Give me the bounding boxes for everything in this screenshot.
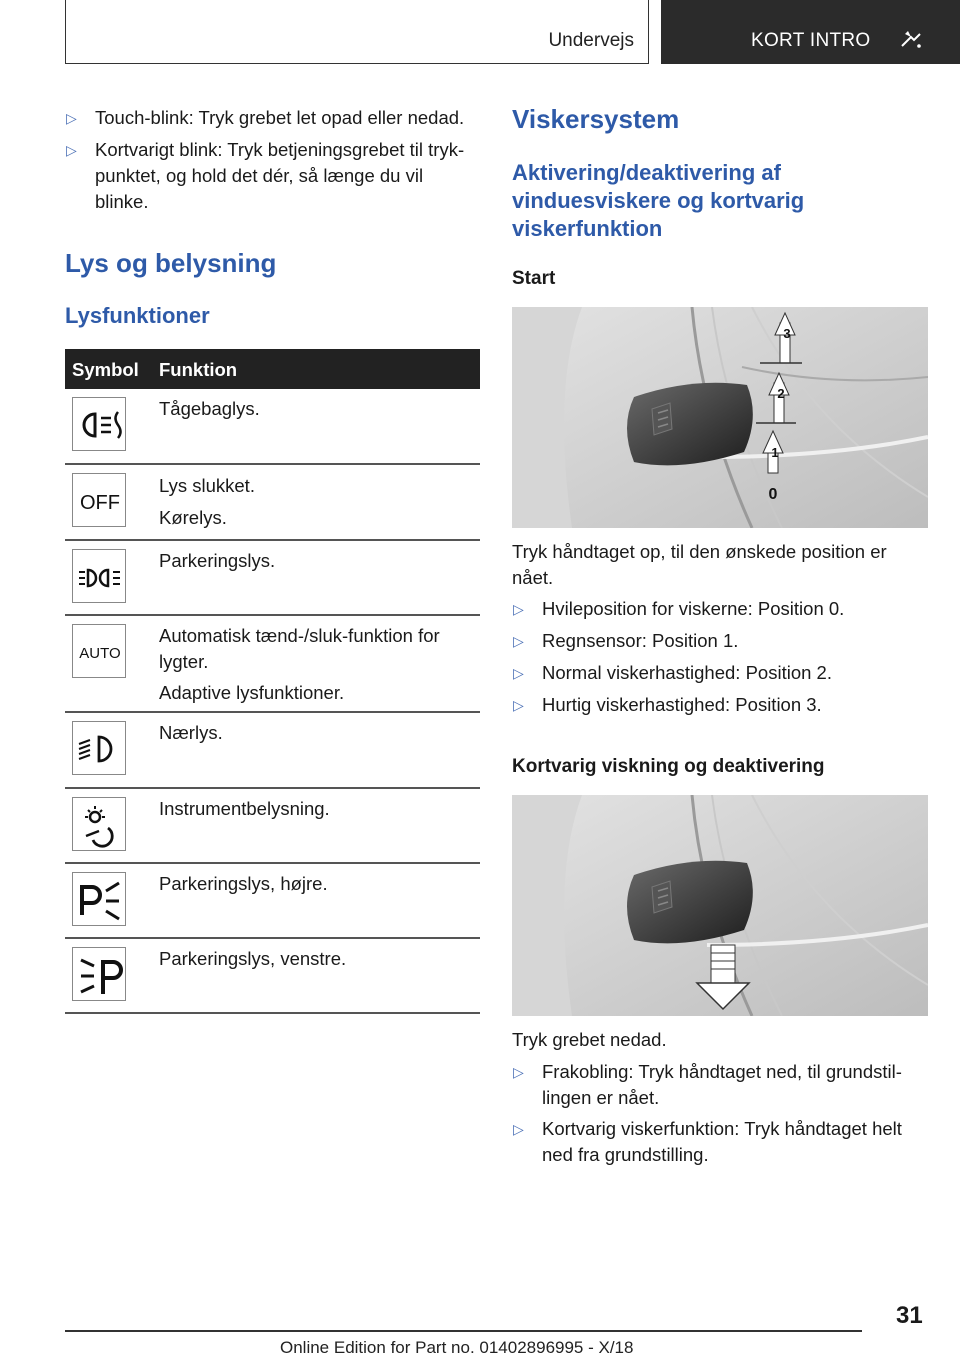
triangle-bullet-icon: ▷ — [513, 1064, 524, 1080]
paragraph: Tryk håndtaget op, til den ønskede position er nået. — [512, 541, 887, 588]
triangle-bullet-icon: ▷ — [513, 697, 524, 713]
table-header — [65, 349, 480, 389]
table-cell-function: Parkeringslys, højre. — [159, 873, 328, 894]
row-divider — [65, 862, 480, 864]
parking-light-left-icon — [72, 947, 126, 1001]
row-divider — [65, 937, 480, 939]
table-cell-function: Automatisk tænd-/sluk-funktion for lygter. — [159, 625, 440, 672]
triangle-bullet-icon: ▷ — [66, 110, 77, 126]
svg-text:1: 1 — [771, 445, 779, 460]
paragraph: Tryk grebet nedad. — [512, 1029, 667, 1050]
section-heading: Lys og belysning — [65, 248, 277, 278]
triangle-bullet-icon: ▷ — [513, 601, 524, 617]
wiper-lever-down-photo — [512, 795, 928, 1016]
subsection-heading: Lysfunktioner — [65, 303, 210, 328]
row-divider — [65, 463, 480, 465]
table-cell-function: Adaptive lysfunktioner. — [159, 682, 345, 703]
table-cell-function: Parkeringslys. — [159, 550, 276, 571]
svg-text:OFF: OFF — [80, 492, 120, 514]
list-item: ▷ Kortvarigt blink: Tryk betjeningsgrebet til tryk- punktet, og hold det dér, så længe du vil blinke. — [66, 139, 465, 212]
header-section-box — [65, 0, 649, 64]
svg-text:0: 0 — [768, 486, 778, 503]
triangle-bullet-icon: ▷ — [513, 665, 524, 681]
quick-intro-icon — [899, 28, 923, 55]
footer-divider — [65, 1330, 862, 1332]
table-cell-function: Tågebaglys. — [159, 398, 260, 419]
svg-text:3: 3 — [783, 326, 791, 341]
parking-light-right-icon — [72, 872, 126, 926]
off-icon — [72, 473, 126, 527]
triangle-bullet-icon: ▷ — [513, 1121, 524, 1137]
triangle-bullet-icon: ▷ — [513, 633, 524, 649]
auto-icon — [72, 624, 126, 678]
row-divider — [65, 787, 480, 789]
subsection-heading: Aktivering/deaktivering af vinduesviskere og kortvarig viskerfunktion — [512, 160, 805, 241]
table-cell-function: Nærlys. — [159, 722, 223, 743]
table-cell-function: Lys slukket. — [159, 475, 255, 496]
row-divider — [65, 1012, 480, 1014]
fog-light-icon — [72, 397, 126, 451]
row-divider — [65, 614, 480, 616]
table-cell-function: Parkeringslys, venstre. — [159, 948, 347, 969]
wiper-lever-up-photo — [512, 307, 928, 528]
header-chapter-box — [661, 0, 960, 64]
column-header-symbol: Symbol — [72, 359, 139, 380]
triangle-bullet-icon: ▷ — [66, 142, 77, 158]
column-header-function: Funktion — [159, 359, 238, 380]
parking-light-icon — [72, 549, 126, 603]
paragraph-heading: Start — [512, 268, 556, 289]
page-number: 31 — [896, 1302, 923, 1329]
table-cell-function: Instrumentbelysning. — [159, 798, 330, 819]
header-section-title: Undervejs — [548, 30, 634, 51]
list-item: ▷ Frakobling: Tryk håndtaget ned, til grundstil- lingen er nået. — [513, 1061, 902, 1108]
header-chapter-title: KORT INTRO — [751, 30, 871, 51]
table-cell-function: Kørelys. — [159, 507, 227, 528]
row-divider — [65, 711, 480, 713]
low-beam-icon — [72, 721, 126, 775]
section-heading: Viskersystem — [512, 104, 680, 134]
instrument-lighting-icon — [72, 797, 126, 851]
row-divider — [65, 539, 480, 541]
list-item: ▷ Kortvarig viskerfunktion: Tryk håndtaget helt ned fra grundstilling. — [513, 1118, 902, 1165]
paragraph-heading: Kortvarig viskning og deaktivering — [512, 756, 825, 777]
svg-text:AUTO: AUTO — [79, 645, 121, 662]
footer-edition: Online Edition for Part no. 01402896995 - X/18 — [280, 1338, 634, 1357]
svg-text:2: 2 — [777, 386, 785, 401]
